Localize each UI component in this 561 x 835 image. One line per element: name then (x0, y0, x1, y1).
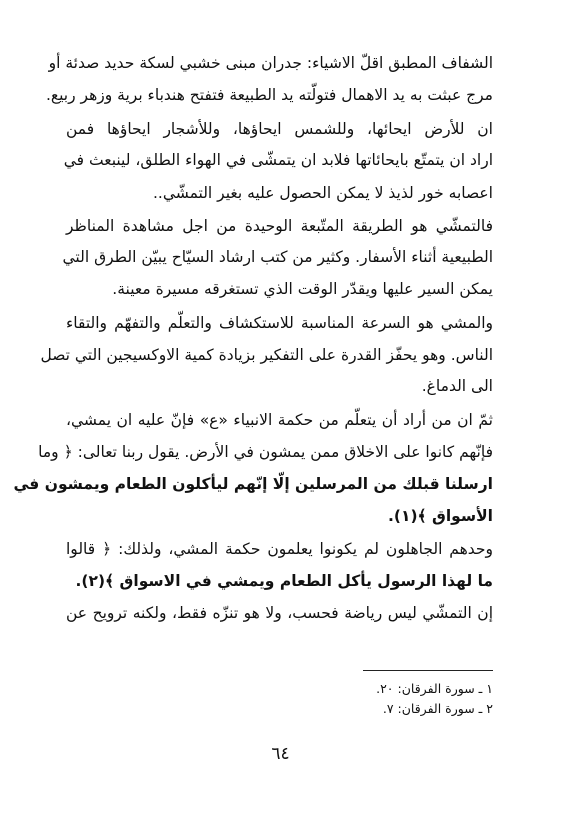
text-line: والمشي هو السرعة المناسبة للاستكشاف والتعلّم والتفهّم والتقاء (66, 314, 493, 332)
text-line: وحدهم الجاهلون لم يكونوا يعلمون حكمة المشي، ولذلك: ﴿ قالوا (66, 540, 493, 558)
text-line: فإنّهم كانوا على الاخلاق ممن يمشون في الأرض. يقول ربنا تعالى: ﴿ وما (38, 443, 493, 461)
footnote: ٢ ـ سورة الفرقان: ٧. (382, 701, 493, 716)
text-line: الأسواق ﴾(١). (387, 507, 493, 525)
text-line: اراد ان يتمتّع بايحائاتها فلابد ان يتمشّى في الهواء الطلق، لينبعث في (63, 151, 493, 169)
footnote: ١ ـ سورة الفرقان: ٢٠. (376, 681, 493, 696)
text-line: ارسلنا قبلك من المرسلين إلّا إنّهم ليأكلون الطعام ويمشون في (13, 475, 493, 493)
text-line: فالتمشّي هو الطريقة المتّبعة الوحيدة من اجل مشاهدة المناظر (66, 217, 493, 235)
footnote-divider (363, 670, 493, 671)
text-line: يمكن السير عليها ويقدّر الوقت الذي تستغرقه مسيرة معينة. (112, 280, 493, 298)
text-line: الى الدماغ. (421, 377, 493, 395)
text-line: الشفاف المطبق اقلّ الاشياء: جدران مبنى خشبي لسكة حديد صدئة أو (48, 54, 493, 72)
text-line: الناس. وهو يحفّز القدرة على التفكير بزيادة كمية الاوكسيجين التي تصل (40, 346, 493, 364)
text-line: ان للأرض ايحائها، وللشمس ايحاؤها، وللأشجار ايحاؤها فمن (66, 120, 493, 138)
text-line: ثمّ ان من أراد أن يتعلّم من حكمة الانبياء «ع» فإنّ عليه ان يمشي، (66, 411, 493, 429)
text-line: إن التمشّي ليس رياضة فحسب، ولا هو تنزّه فقط، ولكنه ترويح عن (66, 604, 493, 622)
text-line: الطبيعية أثناء الأسفار. وكثير من كتب ارشاد السيّاح يبيّن الطرق التي (62, 248, 493, 266)
text-line: مرج عبثت به يد الاهمال فتولّته يد الطبيعة فتفتح هندباء برية وزهر ربيع. (45, 86, 493, 104)
text-line: اعصابه خور لذيذ لا يمكن الحصول عليه بغير التمشّي.. (152, 184, 493, 202)
text-line: ما لهذا الرسول يأكل الطعام ويمشي في الاسواق ﴾(٢). (75, 572, 493, 590)
page-number: ٦٤ (271, 744, 290, 764)
